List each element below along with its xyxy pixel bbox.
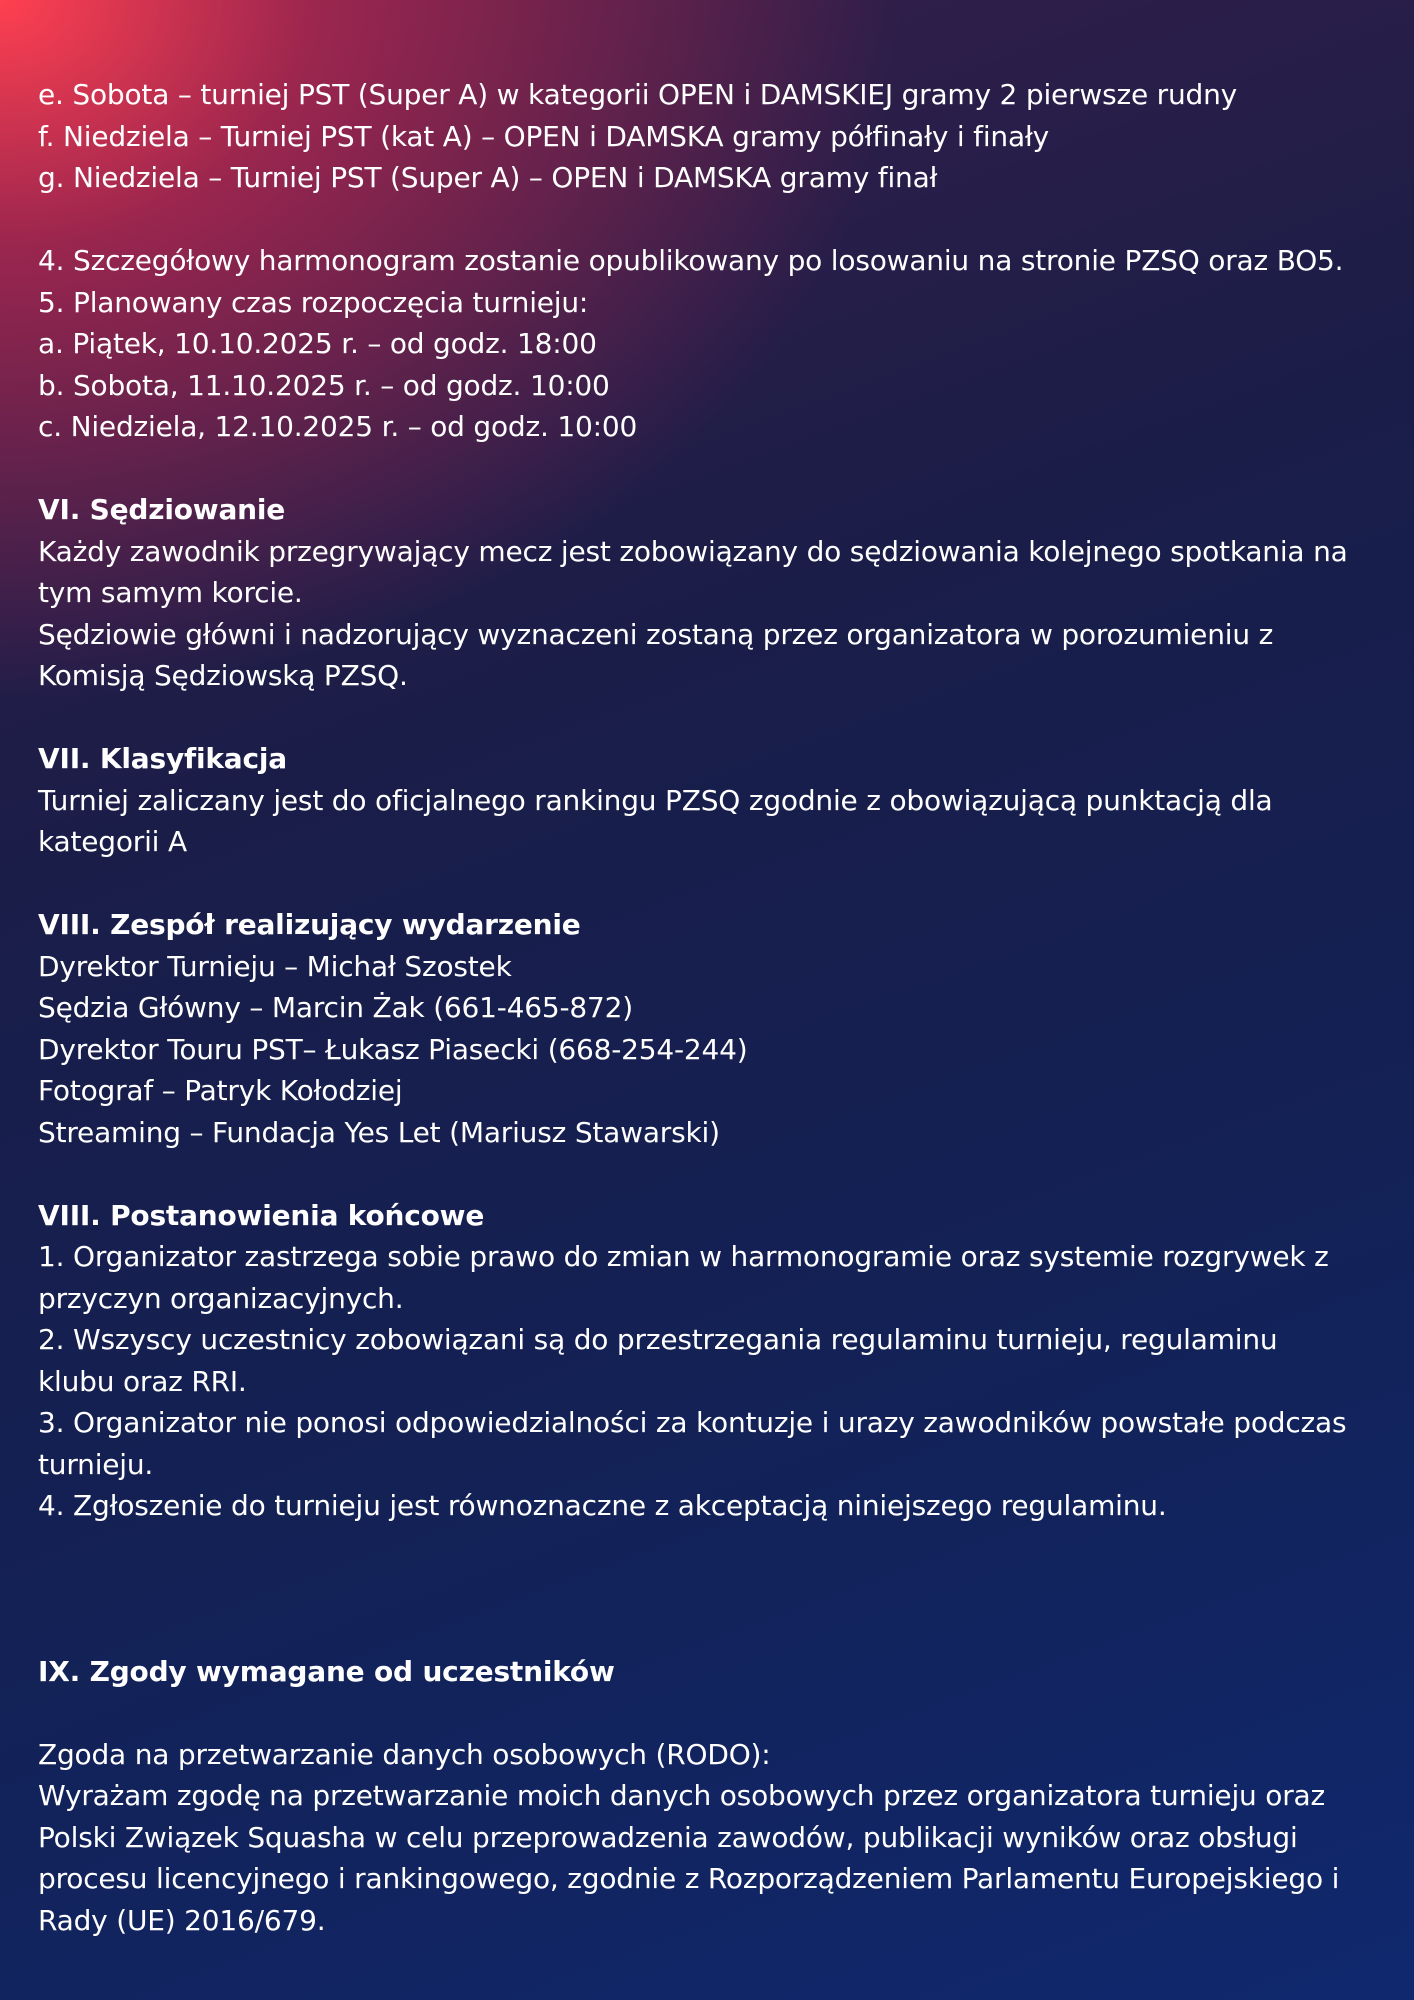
section-classification — [38, 738, 1388, 863]
consent-subtitle: Zgoda na przetwarzanie danych osobowych (RODO): — [38, 1737, 771, 1771]
team-member: Streaming – Fundacja Yes Let (Mariusz Stawarski) — [38, 1115, 720, 1149]
document-page — [38, 74, 1388, 1941]
paragraph-line: Polski Związek Squasha w celu przeprowadzenia zawodów, publikacji wyników oraz obsługi — [38, 1820, 1298, 1854]
team-member: Sędzia Główny – Marcin Żak (661-465-872) — [38, 991, 633, 1024]
points-list — [38, 240, 1388, 448]
point-5b: b. Sobota, 11.10.2025 r. – od godz. 10:00 — [38, 368, 610, 402]
section-heading: VIII. Postanowienia końcowe — [38, 1198, 485, 1232]
section-heading: VIII. Zespół realizujący wydarzenie — [38, 908, 581, 941]
schedule-list — [38, 74, 1388, 199]
paragraph-line: przyczyn organizacyjnych. — [38, 1281, 404, 1315]
point-5c: c. Niedziela, 12.10.2025 r. – od godz. 10:00 — [38, 410, 638, 443]
paragraph-line: Komisją Sędziowską PZSQ. — [38, 659, 408, 692]
team-member: Dyrektor Touru PST– Łukasz Piasecki (668-254-244) — [38, 1032, 748, 1066]
paragraph-line: 2. Wszyscy uczestnicy zobowiązani są do przestrzegania regulaminu turnieju, regulaminu — [38, 1323, 1278, 1356]
paragraph-line: Rady (UE) 2016/679. — [38, 1903, 326, 1937]
section-refereeing — [38, 489, 1388, 697]
paragraph-line: Turniej zaliczany jest do oficjalnego rankingu PZSQ zgodnie z obowiązującą punktacją dla — [38, 783, 1273, 817]
paragraph-line: 3. Organizator nie ponosi odpowiedzialności za kontuzje i urazy zawodników powstałe podczas — [38, 1406, 1347, 1439]
paragraph-line: 4. Zgłoszenie do turnieju jest równoznaczne z akceptacją niniejszego regulaminu. — [38, 1489, 1167, 1522]
section-team — [38, 904, 1388, 1153]
paragraph-line: klubu oraz RRI. — [38, 1364, 247, 1398]
section-consents — [38, 1651, 1388, 1942]
paragraph-line: 1. Organizator zastrzega sobie prawo do zmian w harmonogramie oraz systemie rozgrywek z — [38, 1240, 1329, 1273]
point-4: 4. Szczegółowy harmonogram zostanie opublikowany po losowaniu na stronie PZSQ oraz BO5. — [38, 244, 1344, 277]
point-5a: a. Piątek, 10.10.2025 r. – od godz. 18:00 — [38, 327, 597, 360]
team-member: Fotograf – Patryk Kołodziej — [38, 1074, 403, 1107]
paragraph-line: Wyrażam zgodę na przetwarzanie moich danych osobowych przez organizatora turnieju oraz — [38, 1779, 1325, 1812]
section-heading: VII. Klasyfikacja — [38, 742, 287, 775]
schedule-item: e. Sobota – turniej PST (Super A) w kategorii OPEN i DAMSKIEJ gramy 2 pierwsze rudny — [38, 78, 1238, 111]
paragraph-line: procesu licencyjnego i rankingowego, zgodnie z Rozporządzeniem Parlamentu Europejskiego i — [38, 1862, 1340, 1895]
point-5: 5. Planowany czas rozpoczęcia turnieju: — [38, 285, 589, 319]
paragraph-line: Każdy zawodnik przegrywający mecz jest zobowiązany do sędziowania kolejnego spotkania na — [38, 534, 1348, 568]
schedule-item: f. Niedziela – Turniej PST (kat A) – OPEN i DAMSKA gramy półfinały i finały — [38, 119, 1050, 153]
section-final-provisions — [38, 1195, 1388, 1527]
section-heading: VI. Sędziowanie — [38, 493, 286, 526]
paragraph-line: turnieju. — [38, 1447, 154, 1481]
paragraph-line: Sędziowie główni i nadzorujący wyznaczeni zostaną przez organizatora w porozumieniu z — [38, 617, 1274, 651]
paragraph-line: kategorii A — [38, 825, 187, 858]
section-heading: IX. Zgody wymagane od uczestników — [38, 1654, 615, 1688]
paragraph-line: tym samym korcie. — [38, 576, 303, 609]
schedule-item: g. Niedziela – Turniej PST (Super A) – OPEN i DAMSKA gramy finał — [38, 161, 938, 194]
team-member: Dyrektor Turnieju – Michał Szostek — [38, 949, 512, 983]
